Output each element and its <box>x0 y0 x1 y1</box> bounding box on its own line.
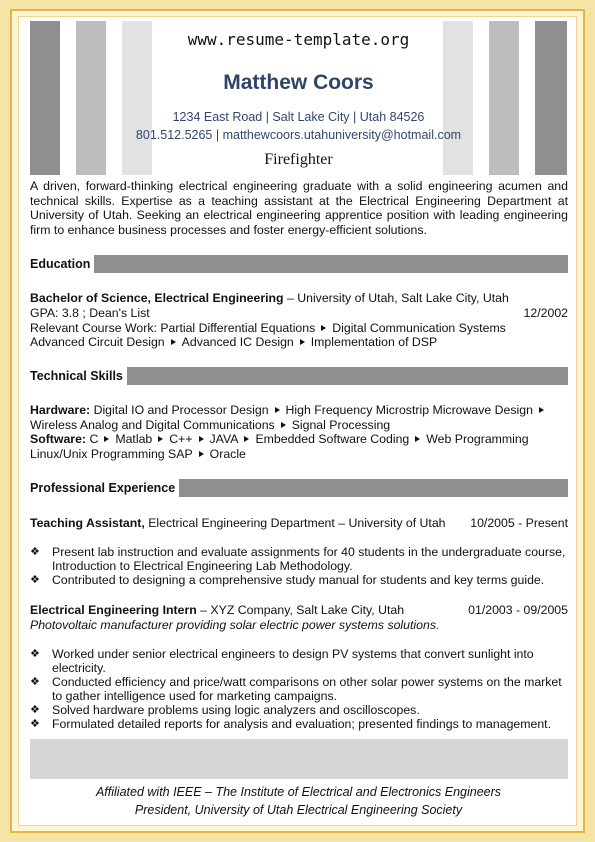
course-item: Advanced Circuit Design <box>30 335 165 349</box>
skill-item: Digital IO and Processor Design <box>93 403 269 417</box>
skill-item: Oracle <box>209 447 246 461</box>
skill-item: Linux/Unix Programming SAP <box>30 447 193 461</box>
education-heading: Education <box>30 255 96 273</box>
summary: A driven, forward-thinking electrical engineering graduate with a solid engineering acumen and technical skills. Expertise as a teaching assistant at the Electrical Engineering Department at University of Utah. Seeking an electrical engineering apprentice position with leading engineering firm to enhance business processes and foster energy-efficient solutions. <box>30 179 568 237</box>
skill-item: Matlab <box>115 432 153 446</box>
diamond-bullet-icon: ❖ <box>30 718 40 730</box>
bullet-text: Conducted efficiency and price/watt comparisons on other solar power systems on the market to gather intelligence used for marketing campaigns. <box>52 675 562 703</box>
course-item: Partial Differential Equations <box>160 321 316 335</box>
job-2-title: Electrical Engineering Intern <box>30 603 197 617</box>
skills-heading-bar <box>30 367 568 385</box>
skills-heading: Technical Skills <box>30 367 129 385</box>
bullet-text: Present lab instruction and evaluate assignments for 40 students in the undergraduate course, Introduction to Electrical Engineering Lab Methodology. <box>52 545 566 573</box>
bullet-text: Worked under senior electrical engineers to design PV systems that convert sunlight into electricity. <box>52 647 534 675</box>
bullet-text: Solved hardware problems using logic analyzers and oscilloscopes. <box>52 703 420 717</box>
diamond-bullet-icon: ❖ <box>30 704 40 716</box>
job-1-org: Electrical Engineering Department – University of Utah <box>144 516 446 530</box>
triangle-bullet-icon <box>415 436 420 442</box>
triangle-bullet-icon <box>199 451 204 457</box>
triangle-bullet-icon <box>275 407 280 413</box>
footer-grey-band <box>30 739 568 779</box>
job-1-header <box>30 516 568 531</box>
skill-item: High Frequency Microstrip Microwave Design <box>285 403 533 417</box>
skill-item: Signal Processing <box>291 418 391 432</box>
skill-item: C++ <box>169 432 193 446</box>
graduation-date: 12/2002 <box>523 306 568 320</box>
software-line-2 <box>30 447 568 462</box>
list-item <box>30 573 568 587</box>
degree-line <box>30 291 568 306</box>
job-2-description: Photovoltaic manufacturer providing solar electric power systems solutions. <box>30 618 440 632</box>
triangle-bullet-icon <box>199 436 204 442</box>
hardware-label: Hardware: <box>30 403 91 417</box>
school: – University of Utah, Salt Lake City, Utah <box>283 291 509 305</box>
list-item <box>30 545 568 573</box>
education-heading-bar <box>30 255 568 273</box>
list-item <box>30 703 568 717</box>
list-item <box>30 675 568 703</box>
diamond-bullet-icon: ❖ <box>30 676 40 688</box>
software-label: Software: <box>30 432 87 446</box>
job-2-org: – XYZ Company, Salt Lake City, Utah <box>196 603 405 617</box>
job-2-header <box>30 603 568 618</box>
triangle-bullet-icon <box>171 339 176 345</box>
job-2-dates: 01/2003 - 09/2005 <box>468 603 568 617</box>
hardware-line-2 <box>30 418 568 433</box>
bullet-text: Formulated detailed reports for analysis and evaluation; presented findings to management. <box>52 717 552 731</box>
bullet-text: Contributed to designing a comprehensive study manual for students and key terms guide. <box>52 573 545 587</box>
list-item <box>30 717 568 731</box>
affiliation-line-2: President, University of Utah Electrical Engineering Society <box>134 803 463 817</box>
job-1-bullets <box>30 545 568 587</box>
website-url: www.resume-template.org <box>187 30 410 49</box>
courses-line-1 <box>30 321 568 336</box>
software-line-1 <box>30 432 568 447</box>
skill-item: Embedded Software Coding <box>255 432 410 446</box>
gpa-line <box>30 306 568 321</box>
course-item: Digital Communication Systems <box>332 321 506 335</box>
skill-item: Web Programming <box>426 432 529 446</box>
phone-email: 801.512.5265 | matthewcoors.utahuniversity@hotmail.com <box>135 128 462 142</box>
job-1-dates: 10/2005 - Present <box>470 516 568 530</box>
skill-item: C <box>89 432 99 446</box>
triangle-bullet-icon <box>158 436 163 442</box>
courses-line-2 <box>30 335 568 350</box>
courses-label: Relevant Course Work: <box>30 321 161 335</box>
course-item: Implementation of DSP <box>310 335 438 349</box>
gpa: GPA: 3.8 ; Dean's List <box>30 306 150 320</box>
skill-item: JAVA <box>209 432 239 446</box>
triangle-bullet-icon <box>321 325 326 331</box>
diamond-bullet-icon: ❖ <box>30 546 40 558</box>
diamond-bullet-icon: ❖ <box>30 574 40 586</box>
address: 1234 East Road | Salt Lake City | Utah 84526 <box>172 110 425 124</box>
hardware-line-1 <box>30 403 568 418</box>
diamond-bullet-icon: ❖ <box>30 648 40 660</box>
job-title: Firefighter <box>264 151 333 168</box>
triangle-bullet-icon <box>104 436 109 442</box>
job-2-bullets <box>30 647 568 731</box>
triangle-bullet-icon <box>300 339 305 345</box>
affiliation-line-1: Affiliated with IEEE – The Institute of Electrical and Electronics Engineers <box>95 785 502 799</box>
course-item: Advanced IC Design <box>181 335 294 349</box>
triangle-bullet-icon <box>539 407 544 413</box>
skill-item: Wireless Analog and Digital Communications <box>30 418 275 432</box>
triangle-bullet-icon <box>244 436 249 442</box>
experience-heading: Professional Experience <box>30 479 181 497</box>
degree: Bachelor of Science, Electrical Engineering <box>30 291 284 305</box>
list-item <box>30 647 568 675</box>
resume-page <box>18 16 577 826</box>
triangle-bullet-icon <box>281 422 286 428</box>
experience-heading-bar <box>30 479 568 497</box>
job-1-title: Teaching Assistant, <box>30 516 145 530</box>
candidate-name: Matthew Coors <box>223 71 374 94</box>
